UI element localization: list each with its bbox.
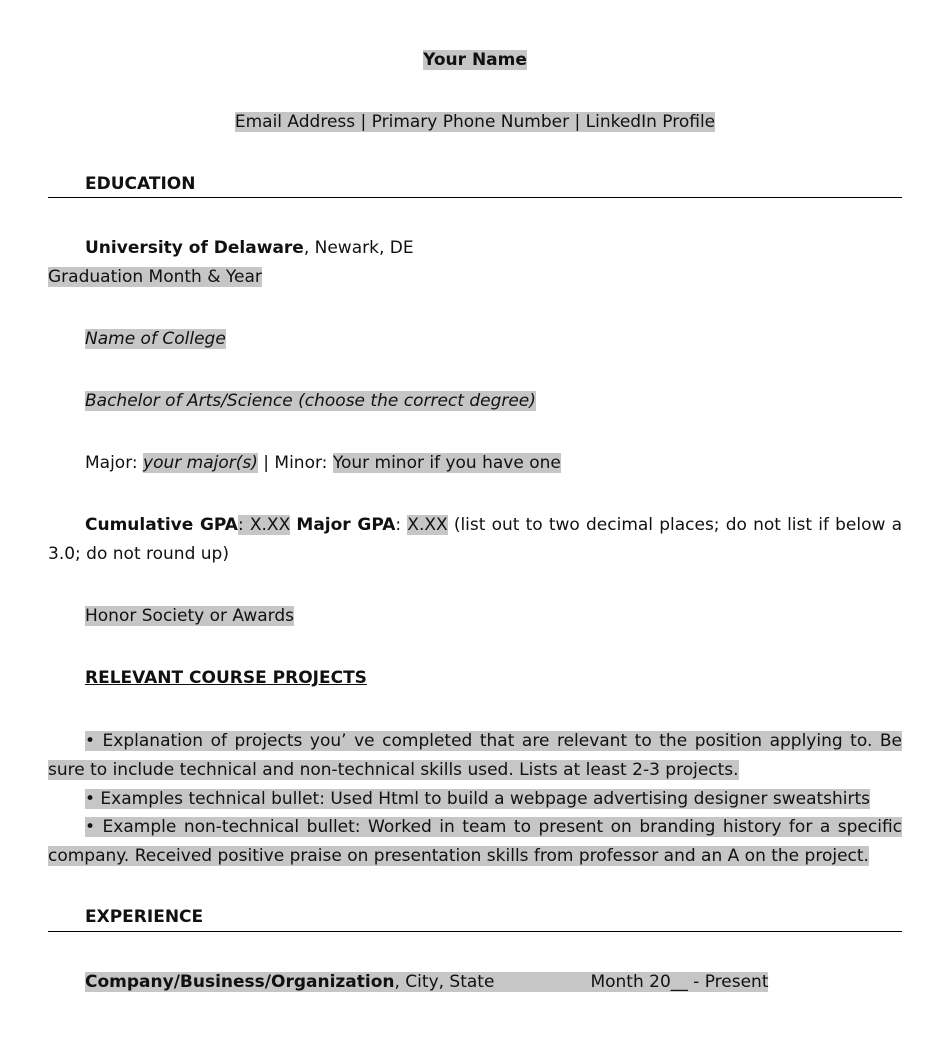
school-name: University of Delaware [85,238,304,258]
contact-line [48,108,902,137]
gpa-paragraph [48,511,902,569]
contact-info: Email Address | Primary Phone Number | LinkedIn Profile [234,112,716,132]
project-bullet-text: • Example non-technical bullet: Worked in team to present on branding history for a specific company. Received positive praise on presentation skills from professor and an A on the project. [48,817,902,866]
college-line [48,325,939,354]
name-line [48,46,902,75]
project-bullet-text: • Examples technical bullet: Used Html to build a webpage advertising designer sweatshirts [85,789,871,809]
school-line [48,234,939,263]
honors-line [48,602,939,631]
degree-line [48,387,939,416]
company-line [48,968,939,997]
projects-heading: RELEVANT COURSE PROJECTS [85,668,367,688]
minor-value: Your minor if you have one [332,453,561,473]
grad-date-line [48,263,902,292]
experience-heading: EXPERIENCE [85,907,204,927]
employment-dates: Month 20__ - Present [590,972,769,992]
project-bullet-text: • Explanation of projects you’ ve completed that are relevant to the position applying to. Be sure to include technical and non-technical skills used. Lists at least 2-3 projects. [48,731,902,780]
education-heading-line [48,170,939,199]
gpa-note: (list out to two decimal places; do not list if below a 3.0; do not round up) [48,515,902,564]
project-bullet-3 [48,813,902,871]
project-bullet-1 [48,727,902,785]
graduation-date: Graduation Month & Year [48,267,262,287]
major-gpa-label: Major GPA [296,515,396,535]
resume-name: Your Name [423,50,527,70]
honors: Honor Society or Awards [85,606,294,626]
major-gpa-colon: : [395,515,408,535]
minor-label: | Minor: [257,453,333,473]
project-bullet-2 [48,785,902,814]
projects-heading-line [48,664,939,693]
degree: Bachelor of Arts/Science (choose the correct degree) [85,391,536,411]
experience-heading-line [48,903,939,932]
education-heading: EDUCATION [85,174,196,194]
major-minor-line [48,449,939,478]
company-name: Company/Business/Organization [85,972,395,992]
cumulative-gpa-value: X.XX [249,515,291,535]
experience-divider [48,931,902,932]
company-location: , City, State [394,972,495,992]
major-label: Major: [85,453,144,473]
cumulative-gpa-label: Cumulative GPA [85,515,238,535]
education-divider [48,197,902,198]
school-location: , Newark, DE [303,238,414,258]
major-value: your major(s) [143,453,258,473]
cumulative-gpa-colon: : [237,515,250,535]
college-name: Name of College [85,329,226,349]
major-gpa-value: X.XX [407,515,448,535]
